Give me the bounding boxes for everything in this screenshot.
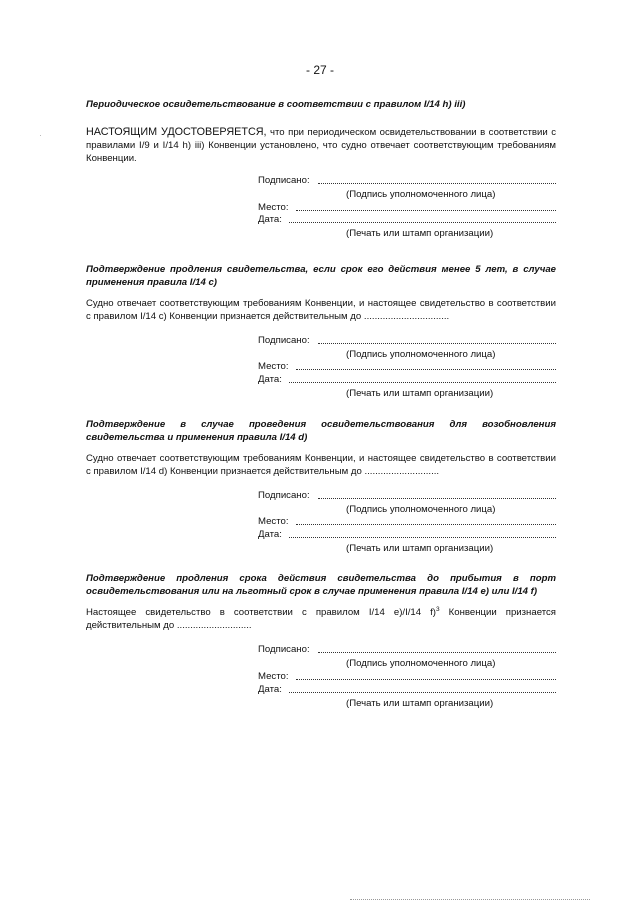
extension-text-end: Конвенции признается действительным до ............................ xyxy=(86,607,556,631)
signed-line xyxy=(258,334,558,347)
signature-caption: (Подпись уполномоченного лица) xyxy=(346,349,496,360)
place-line xyxy=(258,670,558,683)
section-body-extension-to-port xyxy=(86,607,556,633)
date-blank xyxy=(289,691,556,693)
footnote-marker: 3 xyxy=(435,605,440,613)
date-line xyxy=(258,213,558,226)
signature-blank xyxy=(318,342,556,344)
signature-blank xyxy=(318,182,556,184)
stamp-caption: (Печать или штамп организации) xyxy=(346,543,494,554)
signed-line xyxy=(258,174,558,187)
signature-caption: (Подпись уполномоченного лица) xyxy=(346,658,496,669)
signed-label: Подписано: xyxy=(258,335,310,346)
date-line xyxy=(258,528,558,541)
date-blank xyxy=(289,381,556,383)
date-label: Дата: xyxy=(258,529,282,540)
place-label: Место: xyxy=(258,202,289,213)
section-body-periodic-survey xyxy=(86,126,556,165)
signed-label: Подписано: xyxy=(258,175,310,186)
signature-blank xyxy=(318,497,556,499)
page-bottom-rule xyxy=(350,898,590,900)
section-title-periodic-survey: Периодическое освидетельствование в соответствии с правилом I/14 h) iii) xyxy=(86,99,466,110)
extension-text-start: Настоящее свидетельство в соответствии с правилом I/14 e)/I/14 f) xyxy=(86,607,436,618)
date-label: Дата: xyxy=(258,374,282,385)
page-number: - 27 - xyxy=(305,63,334,77)
stamp-caption: (Печать или штамп организации) xyxy=(346,228,494,239)
section-body-extension-under-5-years: Судно отвечает соответствующим требованиям Конвенции, и настоящее свидетельство в соответствии с правилом I/14 c) Конвенции признается действительным до ................................ xyxy=(86,298,556,322)
place-label: Место: xyxy=(258,671,289,682)
section-title-extension-under-5-years: Подтверждение продления свидетельства, если срок его действия менее 5 лет, в случае применения правила I/14 c) xyxy=(86,264,556,288)
stamp-caption: (Печать или штамп организации) xyxy=(346,388,494,399)
signed-line xyxy=(258,489,558,502)
place-blank xyxy=(296,209,556,211)
place-line xyxy=(258,515,558,528)
signed-line xyxy=(258,643,558,656)
certification-lead: НАСТОЯЩИМ УДОСТОВЕРЯЕТСЯ, xyxy=(86,126,267,138)
signed-label: Подписано: xyxy=(258,644,310,655)
date-line xyxy=(258,683,558,696)
stamp-caption: (Печать или штамп организации) xyxy=(346,698,494,709)
date-blank xyxy=(289,536,556,538)
date-label: Дата: xyxy=(258,214,282,225)
place-blank xyxy=(296,678,556,680)
section-body-renewal-survey: Судно отвечает соответствующим требованиям Конвенции, и настоящее свидетельство в соответствии с правилом I/14 d) Конвенции признается действительным до ............................ xyxy=(86,453,556,477)
date-line xyxy=(258,373,558,386)
place-label: Место: xyxy=(258,361,289,372)
place-blank xyxy=(296,523,556,525)
signature-caption: (Подпись уполномоченного лица) xyxy=(346,189,496,200)
section-title-renewal-survey: Подтверждение в случае проведения освидетельствования для возобновления свидетельства и применения правила I/14 d) xyxy=(86,419,556,443)
section-title-extension-to-port: Подтверждение продления срока действия свидетельства до прибытия в порт освидетельствования или на льготный срок в случае применения правила I/14 e) или I/14 f) xyxy=(86,573,556,597)
place-line xyxy=(258,360,558,373)
date-label: Дата: xyxy=(258,684,282,695)
signature-blank xyxy=(318,651,556,653)
signed-label: Подписано: xyxy=(258,490,310,501)
margin-mark xyxy=(40,135,41,136)
place-blank xyxy=(296,368,556,370)
date-blank xyxy=(289,221,556,223)
signature-caption: (Подпись уполномоченного лица) xyxy=(346,504,496,515)
certification-text: что при периодическом освидетельствовании в соответствии с правилами I/9 и I/14 h) iii) Конвенции установлено, что судно отвечает соответствующим требованиям Конвенции. xyxy=(86,127,556,164)
place-label: Место: xyxy=(258,516,289,527)
